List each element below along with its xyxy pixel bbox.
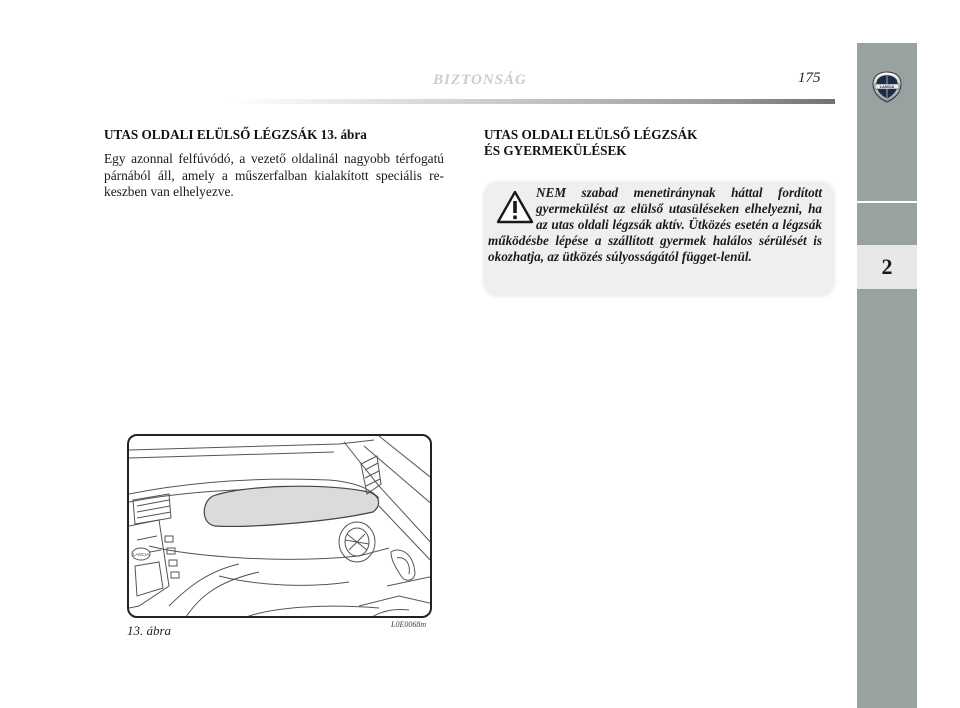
side-tab-divider bbox=[857, 201, 917, 203]
figure-caption: 13. ábra bbox=[127, 623, 172, 638]
dashboard-line-drawing bbox=[129, 436, 432, 618]
page-number: 175 bbox=[798, 70, 821, 86]
chapter-side-tab bbox=[857, 43, 917, 708]
svg-text:LANCIA: LANCIA bbox=[879, 85, 895, 90]
figure-code: L0E0068m bbox=[391, 620, 427, 629]
right-section-title-line1: UTAS OLDALI ELÜLSŐ LÉGZSÁK bbox=[484, 127, 698, 142]
left-column bbox=[104, 127, 444, 201]
left-section-title: UTAS OLDALI ELÜLSŐ LÉGZSÁK 13. ábra bbox=[104, 127, 367, 142]
right-section-title-line2: ÉS GYERMEKÜLÉSEK bbox=[484, 143, 627, 158]
warning-text-block bbox=[484, 185, 822, 265]
left-section-body: Egy azonnal felfúvódó, a vezető oldalinál nagyobb térfogatú párnából áll, amely a műszerfalban kialakított speciális re-keszben van elhelyezve. bbox=[104, 151, 444, 199]
warning-box bbox=[484, 182, 834, 296]
chapter-number: 2 bbox=[857, 245, 917, 289]
figure-dashboard-illustration bbox=[127, 434, 432, 618]
running-header-title: BIZTONSÁG bbox=[433, 72, 527, 88]
right-section-title bbox=[484, 127, 834, 159]
warning-text: NEM szabad menetiránynak háttal fordított gyermekülést az elülső utasüléseken elhelyezni, ha az utas oldali légzsák aktív. Ütközés esetén a légzsák működésbe lépése a szállított gyermek halálos sérülését is okozhatja, az ütközés súlyosságától függet-lenül. bbox=[488, 185, 822, 264]
right-column bbox=[484, 127, 834, 159]
header-rule bbox=[230, 99, 835, 104]
dashboard-logo-text: LANCIA bbox=[132, 552, 150, 557]
lancia-logo-icon bbox=[871, 71, 903, 103]
